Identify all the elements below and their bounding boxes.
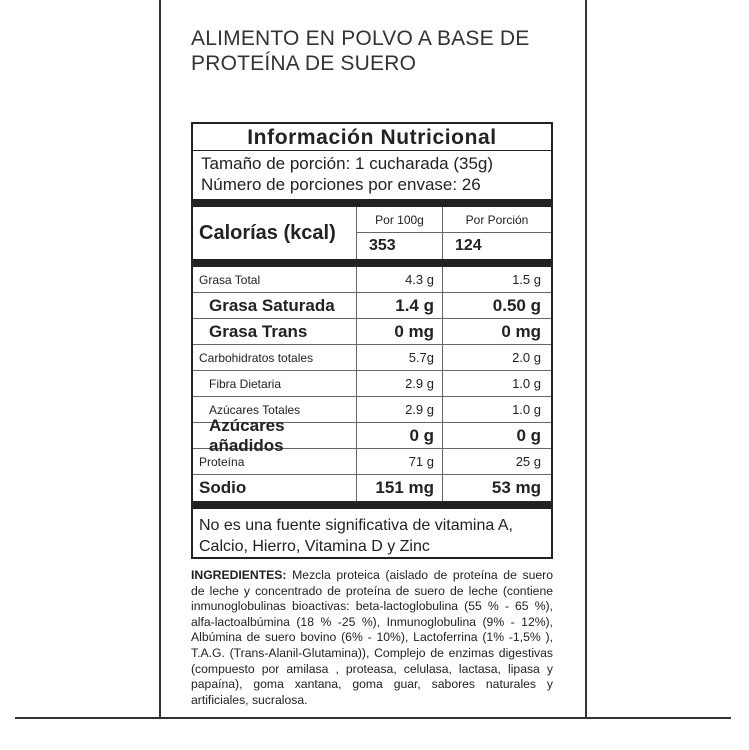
nutrient-row — [193, 415, 551, 455]
nutrient-label: Carbohidratos totales — [193, 345, 357, 370]
nutrient-row — [193, 475, 551, 501]
product-title-line-1: ALIMENTO EN POLVO A BASE DE — [191, 27, 530, 50]
nutrient-per-serving: 25 g — [515, 454, 541, 469]
nutrient-per-serving: 1.0 g — [512, 376, 541, 391]
nutrient-per-100g: 0 g — [357, 423, 443, 448]
nutrient-label: Fibra Dietaria — [193, 371, 357, 396]
nutrient-per-100g: 0 mg — [357, 319, 443, 344]
serving-size: Tamaño de porción: 1 cucharada (35g) — [201, 154, 494, 173]
calories-row — [193, 207, 551, 259]
nutrition-facts-panel — [191, 122, 553, 559]
nutrient-per-100g: 151 mg — [357, 475, 443, 501]
calories-per-serving: 124 — [455, 237, 482, 254]
ingredients-text: Mezcla proteica (aislado de proteína de suero de leche y concentrado de proteína de suero de leche (contiene inmunoglobulinas bioactivas: beta-lactoglobulina (55 % - 65 %), alfa-lactoalbúmina (18 % -25 %), Inmunoglobulina (9% - 12%), Albúmina de suero bovino (6% - 10%), Lactoferrina (1% -1,5% ), T.A.G. (Trans-Alanil-Glutamina)), Complejo de enzimas digestivas (compuesto por amilasa , proteasa, celulasa, lactasa, lipasa y papaína), goma xantana, goma guar, sabores naturales y artificiales, sucralosa. — [191, 568, 553, 707]
col-header-per-100g: Por 100g — [357, 207, 442, 233]
nutrient-row — [193, 293, 551, 319]
nutrient-per-100g: 1.4 g — [357, 293, 443, 318]
servings-per-container: Número de porciones por envase: 26 — [201, 175, 481, 194]
nutrient-per-serving: 0.50 g — [492, 295, 541, 315]
nutrient-per-100g: 2.9 g — [357, 397, 443, 422]
nutrient-label: Grasa Saturada — [193, 293, 357, 318]
nutrient-label: Grasa Trans — [193, 319, 357, 344]
product-title-line-2: PROTEÍNA DE SUERO — [191, 52, 417, 75]
nutrient-label: Grasa Total — [193, 267, 357, 292]
calories-per100-col — [357, 207, 443, 259]
nutrient-per-serving: 53 mg — [491, 478, 541, 497]
ingredients-block — [191, 568, 553, 708]
ingredients-label: INGREDIENTES: — [191, 568, 287, 582]
nutrient-per-serving: 2.0 g — [512, 350, 541, 365]
nutrient-label: Azúcares Totales — [193, 397, 357, 422]
calories-label: Calorías (kcal) — [193, 207, 357, 259]
serving-info — [193, 151, 551, 199]
bottom-border-line — [15, 717, 731, 719]
nutrient-row — [193, 267, 551, 293]
nutrition-heading: Información Nutricional — [193, 124, 551, 151]
nutrient-per-serving: 0 g — [516, 425, 541, 445]
nutrient-label: Sodio — [193, 475, 357, 501]
calories-per-100g: 353 — [369, 237, 396, 254]
nutrient-row — [193, 371, 551, 397]
nutrient-per-100g: 71 g — [357, 449, 443, 474]
right-border-line — [585, 0, 587, 718]
thick-divider — [193, 501, 551, 509]
nutrient-per-serving: 1.5 g — [512, 272, 541, 287]
left-border-line — [159, 0, 161, 718]
nutrient-row — [193, 449, 551, 475]
thick-divider — [193, 199, 551, 207]
col-header-per-serving: Por Porción — [443, 207, 551, 233]
calories-serving-col — [443, 207, 551, 259]
nutrient-label: Azúcares añadidos — [193, 423, 357, 448]
nutrient-per-100g: 2.9 g — [357, 371, 443, 396]
vitamin-note: No es una fuente significativa de vitamina A, Calcio, Hierro, Vitamina D y Zinc — [199, 517, 513, 555]
nutrient-row — [193, 319, 551, 345]
thick-divider — [193, 259, 551, 267]
nutrient-per-serving: 0 mg — [501, 321, 541, 341]
nutrient-per-serving: 1.0 g — [512, 402, 541, 417]
product-title — [191, 26, 571, 76]
nutrient-row — [193, 345, 551, 371]
nutrient-per-100g: 4.3 g — [357, 267, 443, 292]
nutrient-per-100g: 5.7g — [357, 345, 443, 370]
nutrient-label: Proteína — [193, 449, 357, 474]
